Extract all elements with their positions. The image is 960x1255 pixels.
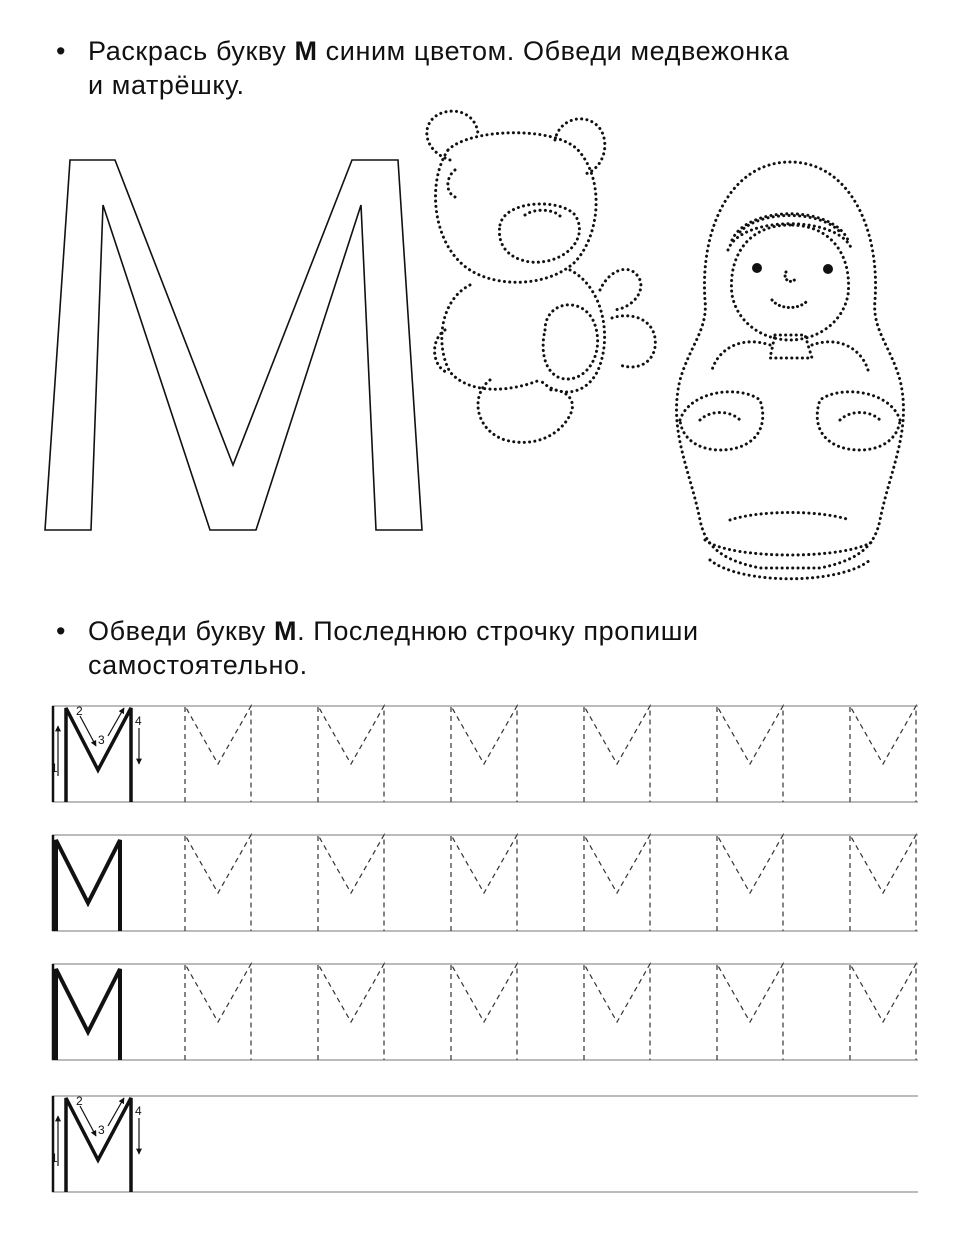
big-letter-m-outline[interactable] — [45, 160, 422, 530]
bullet: • — [56, 36, 67, 66]
traced-letter-m[interactable] — [185, 706, 251, 802]
instruction-part: синим цветом. Обведи медвежонка — [317, 36, 790, 66]
sample-letter-m — [56, 969, 120, 1060]
teddy-bear-dotted[interactable] — [427, 111, 655, 442]
doll-smile — [772, 300, 808, 308]
instruction-part: Обведи букву — [88, 616, 275, 646]
traced-letter-m[interactable] — [717, 835, 783, 931]
instruction-line-2: и матрёшку. — [88, 70, 245, 100]
traced-letter-m[interactable] — [850, 835, 916, 931]
instruction-letter: М — [274, 616, 298, 646]
traced-letter-m[interactable] — [185, 835, 251, 931]
sample-letter-m — [66, 708, 131, 802]
doll-eye-left — [752, 263, 762, 273]
stroke-number: 4 — [135, 1104, 142, 1118]
instruction-part: Раскрась букву — [88, 36, 295, 66]
traced-letter-m[interactable] — [717, 706, 783, 802]
traced-letter-m[interactable] — [717, 964, 783, 1060]
doll-nose — [785, 272, 796, 281]
practice-rows — [51, 704, 918, 1192]
bullet: • — [56, 616, 67, 646]
sample-letter-m — [56, 840, 120, 931]
traced-letter-m[interactable] — [451, 706, 517, 802]
sample-letter-m — [66, 1098, 131, 1192]
traced-letter-m[interactable] — [850, 964, 916, 1060]
traced-letter-m[interactable] — [584, 835, 650, 931]
instruction-letter: М — [294, 36, 318, 66]
stroke-number: 1 — [51, 1151, 58, 1165]
stroke-number: 1 — [51, 761, 58, 775]
instruction-line-2: самостоятельно. — [88, 650, 308, 680]
instruction-part: . Последнюю строчку пропиши — [297, 616, 699, 646]
traced-letter-m[interactable] — [451, 964, 517, 1060]
doll-eye-right — [823, 264, 833, 274]
traced-letter-m[interactable] — [318, 706, 384, 802]
traced-letter-m[interactable] — [850, 706, 916, 802]
traced-letter-m[interactable] — [451, 835, 517, 931]
stroke-number: 4 — [135, 714, 142, 728]
traced-letter-m[interactable] — [584, 964, 650, 1060]
stroke-number: 2 — [76, 1094, 83, 1108]
traced-letter-m[interactable] — [318, 835, 384, 931]
traced-letter-m[interactable] — [584, 706, 650, 802]
matryoshka-dotted[interactable] — [677, 162, 904, 579]
stroke-number: 3 — [98, 1123, 105, 1137]
traced-letter-m[interactable] — [318, 964, 384, 1060]
traced-letter-m[interactable] — [185, 964, 251, 1060]
stroke-number: 3 — [98, 733, 105, 747]
stroke-number: 2 — [76, 704, 83, 718]
